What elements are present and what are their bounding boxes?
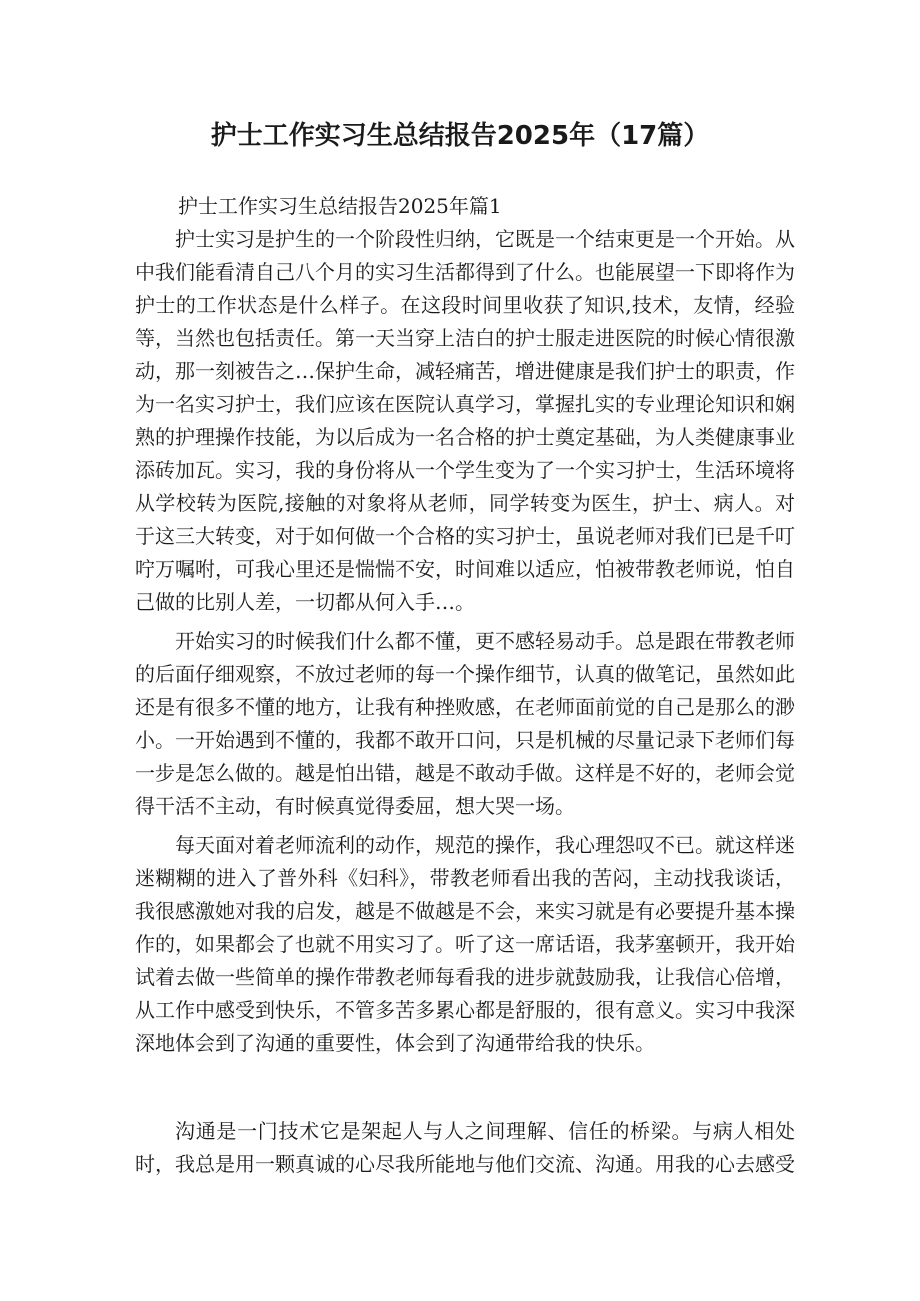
section-heading: 护士工作实习生总结报告2025年篇1 — [178, 194, 502, 218]
paragraph-3 — [135, 829, 795, 1060]
paragraph-4 — [135, 1115, 795, 1181]
paragraph-text: 开始实习的时候我们什么都不懂，更不感轻易动手。总是跟在带教老师的后面仔细观察，不放过老师的每一个操作细节，认真的做笔记，虽然如此还是有很多不懂的地方，让我有种挫败感，在老师面前觉的自己是那么的渺小。一开始遇到不懂的，我都不敢开口问，只是机械的尽量记录下老师们每一步是怎么做的。越是怕出错，越是不敢动手做。这样是不好的，老师会觉得干活不主动，有时候真觉得委屈，想大哭一场。 — [135, 629, 795, 818]
document-title: 护士工作实习生总结报告2025年（17篇） — [210, 121, 710, 151]
paragraph-text: 沟通是一门技术它是架起人与人之间理解、信任的桥梁。与病人相处时，我总是用一颗真诚的心尽我所能地与他们交流、沟通。用我的心去感受 — [135, 1119, 795, 1176]
paragraph-1 — [135, 223, 795, 619]
paragraph-2 — [135, 625, 795, 823]
paragraph-text: 护士实习是护生的一个阶段性归纳，它既是一个结束更是一个开始。从中我们能看清自己八个月的实习生活都得到了什么。也能展望一下即将作为护士的工作状态是什么样子。在这段时间里收获了知识,技术，友情，经验等，当然也包括责任。第一天当穿上洁白的护士服走进医院的时候心情很激动，那一刻被告之…保护生命，减轻痛苦，增进健康是我们护士的职责，作为一名实习护士，我们应该在医院认真学习，掌握扎实的专业理论知识和娴熟的护理操作技能，为以后成为一名合格的护士奠定基础，为人类健康事业添砖加瓦。实习，我的身份将从一个学生变为了一个实习护士，生活环境将从学校转为医院,接触的对象将从老师，同学转变为医生，护士、病人。对于这三大转变，对于如何做一个合格的实习护士，虽说老师对我们已是千叮咛万嘱咐，可我心里还是惴惴不安，时间难以适应，怕被带教老师说，怕自己做的比别人差，一切都从何入手…。 — [135, 227, 795, 614]
paragraph-text: 每天面对着老师流利的动作，规范的操作，我心理怨叹不已。就这样迷迷糊糊的进入了普外科《妇科》，带教老师看出我的苦闷，主动找我谈话，我很感激她对我的启发，越是不做越是不会，来实习就是有必要提升基本操作的，如果都会了也就不用实习了。听了这一席话语，我茅塞顿开，我开始试着去做一些简单的操作带教老师每看我的进步就鼓励我，让我信心倍增，从工作中感受到快乐，不管多苦多累心都是舒服的，很有意义。实习中我深深地体会到了沟通的重要性，体会到了沟通带给我的快乐。 — [135, 833, 795, 1055]
